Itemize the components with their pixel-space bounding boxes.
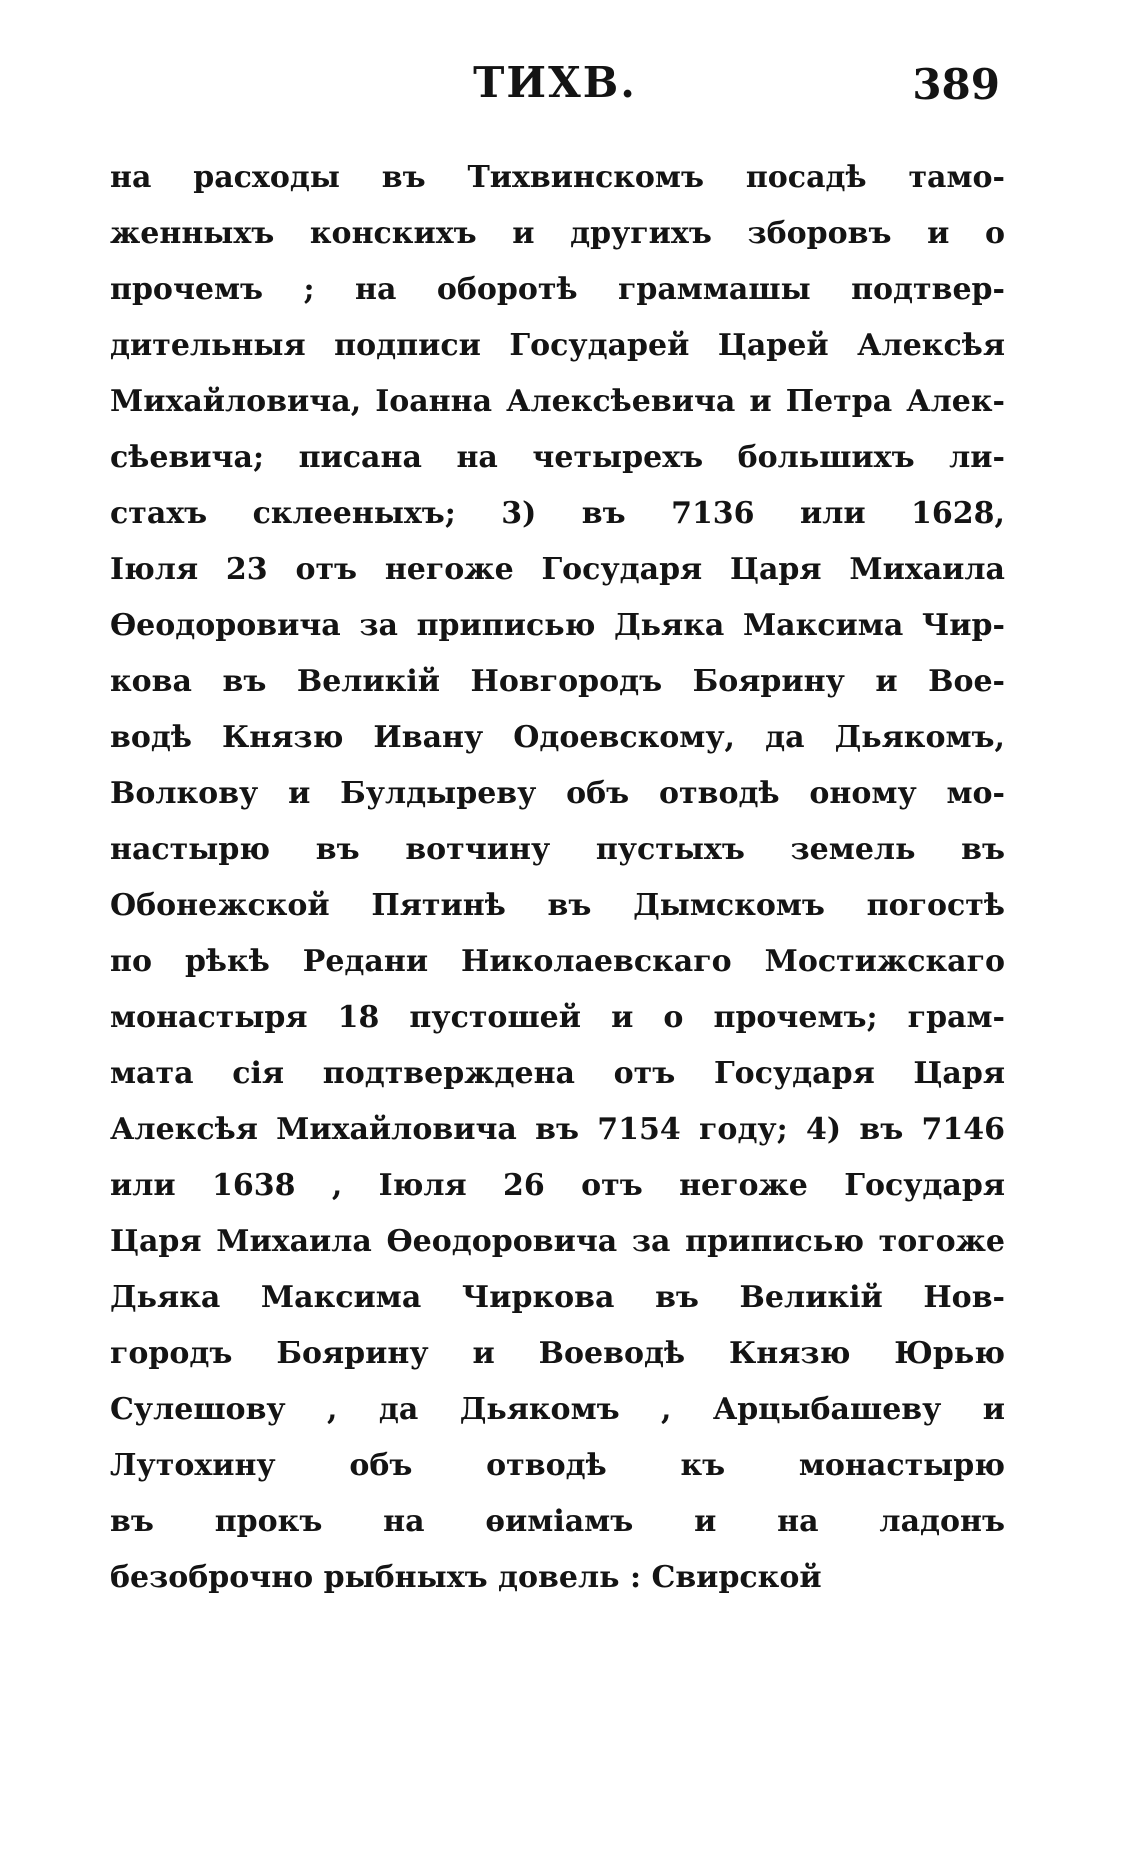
text-line: Дьяка Максима Чиркова въ Великій Нов- xyxy=(110,1280,1005,1315)
page-header xyxy=(110,58,1000,118)
text-line: Михайловича, Іоанна Алексѣевича и Петра Алек- xyxy=(110,384,1005,419)
page-number: 389 xyxy=(912,60,1000,109)
text-line: кова въ Великій Новгородъ Боярину и Вое- xyxy=(110,664,1005,699)
text-line: по рѣкѣ Редани Николаевскаго Мостижскаго xyxy=(110,944,1005,979)
text-line: женныхъ конскихъ и другихъ зборовъ и о xyxy=(110,216,1005,251)
body-text xyxy=(110,150,1005,1606)
text-line: стахъ склееныхъ; 3) въ 7136 или 1628, xyxy=(110,496,1005,531)
text-line: сѣевича; писана на четырехъ большихъ ли- xyxy=(110,440,1005,475)
text-line: Іюля 23 отъ негоже Государя Царя Михаила xyxy=(110,552,1005,587)
text-line: на расходы въ Тихвинскомъ посадѣ тамо- xyxy=(110,160,1005,195)
text-line: или 1638 , Іюля 26 отъ негоже Государя xyxy=(110,1168,1005,1203)
text-line: водѣ Князю Ивану Одоевскому, да Дьякомъ, xyxy=(110,720,1005,755)
text-line: безоброчно рыбныхъ довель : Свирской xyxy=(110,1560,822,1595)
text-line: Царя Михаила Ѳеодоровича за приписью тогоже xyxy=(110,1224,1005,1259)
text-line: прочемъ ; на оборотѣ граммашы подтвер- xyxy=(110,272,1005,307)
running-head: ТИХВ. xyxy=(473,58,637,107)
text-line: Волкову и Булдыреву объ отводѣ оному мо- xyxy=(110,776,1005,811)
text-line: городъ Боярину и Воеводѣ Князю Юрью xyxy=(110,1336,1005,1371)
text-line: Сулешову , да Дьякомъ , Арцыбашеву и xyxy=(110,1392,1005,1427)
text-line: дительныя подписи Государей Царей Алексѣя xyxy=(110,328,1005,363)
text-line: монастыря 18 пустошей и о прочемъ; грам- xyxy=(110,1000,1005,1035)
text-line: Обонежской Пятинѣ въ Дымскомъ погостѣ xyxy=(110,888,1005,923)
text-line: Лутохину объ отводѣ къ монастырю xyxy=(110,1448,1005,1483)
text-line: въ прокъ на ѳиміамъ и на ладонъ xyxy=(110,1504,1005,1539)
text-line: настырю въ вотчину пустыхъ земель въ xyxy=(110,832,1005,867)
text-line: мата сія подтверждена отъ Государя Царя xyxy=(110,1056,1005,1091)
text-line: Алексѣя Михайловича въ 7154 году; 4) въ 7146 xyxy=(110,1112,1005,1147)
text-line: Ѳеодоровича за приписью Дьяка Максима Чир- xyxy=(110,608,1005,643)
